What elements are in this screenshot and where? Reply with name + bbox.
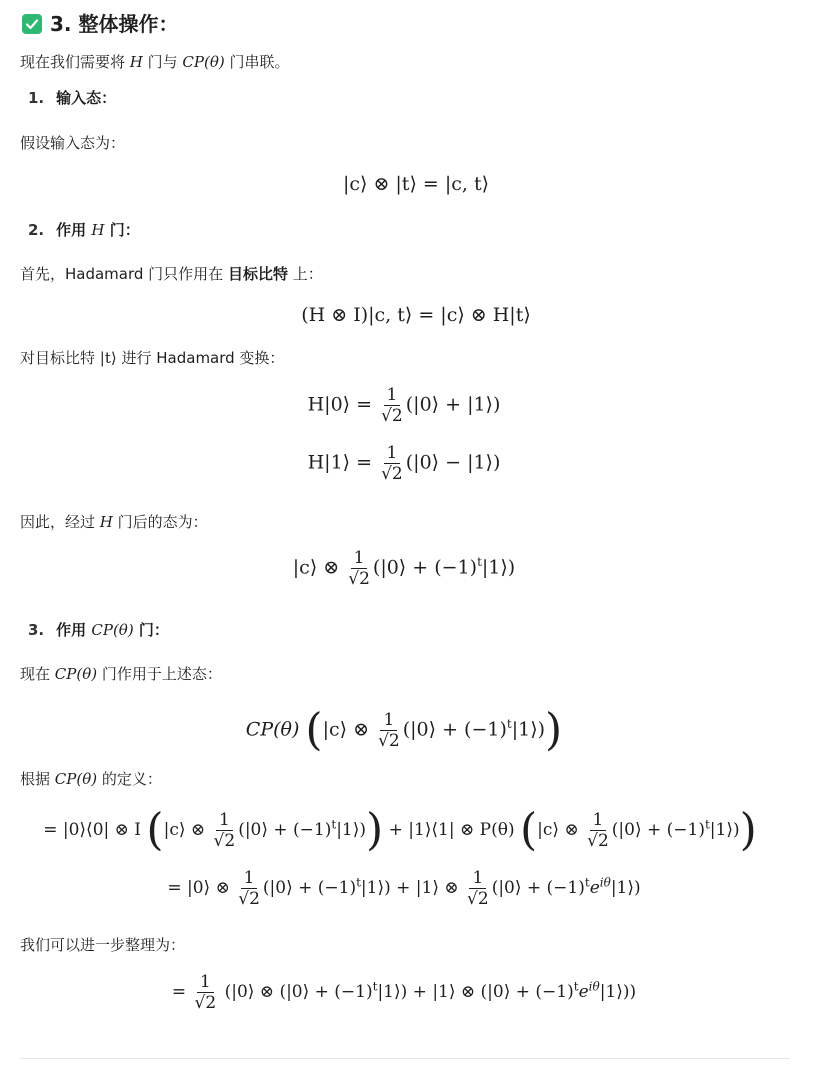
s2-text2-post: 进行 Hadamard 变换： (116, 349, 285, 367)
eq-sup: t (372, 979, 378, 994)
eq-rhs-a: (|0⟩ + (−1) (402, 718, 507, 741)
eq-exp: iθ (599, 875, 611, 890)
eq-rhs-c: |1⟩) (709, 820, 740, 840)
step-label-math: CP(θ) (91, 621, 134, 639)
fraction (466, 868, 490, 909)
step-1-heading (28, 88, 116, 108)
fraction (237, 868, 261, 909)
frac-num: 1 (216, 810, 233, 831)
s1-equation: |c⟩ ⊗ |t⟩ = |c, t⟩ (342, 173, 490, 195)
s2-text3-math: H (99, 513, 113, 531)
right-paren: ) (545, 704, 563, 756)
eq-lhs: H|1⟩ = (307, 451, 379, 474)
frac-num: 1 (351, 548, 368, 569)
step-label-math: H (91, 221, 105, 239)
eq-part-a: = |0⟩ ⊗ (167, 878, 236, 898)
s3-text-2 (20, 769, 162, 789)
eq-rhs-a: (|0⟩ + (−1) (238, 820, 332, 840)
section-title: 3. 整体操作： (50, 12, 179, 36)
frac-num: 1 (384, 385, 401, 406)
eq-rhs-a: (|0⟩ + (−1) (611, 820, 705, 840)
frac-den: √2 (587, 831, 609, 851)
intro-cp: CP(θ) (182, 53, 225, 71)
s3-text2-post: 的定义： (97, 770, 162, 788)
frac-num: 1 (590, 810, 607, 831)
eq-sup: t (356, 875, 361, 890)
eq-rhs: (|0⟩ + |1⟩) (405, 393, 501, 416)
frac-num: 1 (380, 710, 397, 731)
eq-e: e (589, 878, 600, 898)
step-number: 3. (28, 621, 45, 639)
s2-text-bold: 目标比特 (227, 265, 288, 283)
fraction (586, 810, 610, 851)
eq-rhs-c: |1⟩) (511, 718, 546, 741)
eq-part-f: |1⟩)) (599, 982, 637, 1002)
frac-den: √2 (238, 889, 260, 909)
frac-den: √2 (348, 569, 370, 589)
eq-sup: t (704, 817, 710, 832)
s3-text-pre: 现在 (20, 665, 55, 683)
eq-rhs-a: (|0⟩ + (−1) (262, 878, 357, 898)
intro-text (20, 52, 290, 72)
s3-text2-pre: 根据 (20, 770, 55, 788)
fraction (380, 385, 404, 426)
s2-text-3 (20, 512, 208, 532)
eq-cp: CP(θ) (245, 718, 300, 741)
intro-post: 门串联。 (224, 53, 290, 71)
section-heading (22, 10, 178, 38)
s3-text-math: CP(θ) (54, 665, 98, 683)
frac-den: √2 (467, 889, 489, 909)
s1-text: 假设输入态为： (20, 134, 126, 152)
eq-lhs: |c⟩ ⊗ (292, 556, 346, 579)
eq-ket: |c⟩ ⊗ (163, 820, 211, 840)
frac-num: 1 (241, 868, 258, 889)
fraction (380, 443, 404, 484)
s3-equation-3 (0, 868, 808, 909)
s2-equation-4 (0, 548, 808, 589)
step-label-pre: 作用 (56, 621, 92, 639)
step-number: 1. (28, 89, 45, 107)
eq-ket: |c⟩ ⊗ (537, 820, 585, 840)
eq-rhs-c: |1⟩) (360, 878, 391, 898)
intro-pre: 现在我们需要将 (20, 53, 130, 71)
s2-text2-math: |t⟩ (99, 349, 117, 367)
eq-rhs-c: |1⟩) (336, 820, 367, 840)
eq-part-b: (|0⟩ ⊗ (|0⟩ + (−1) (224, 982, 373, 1002)
check-icon (22, 14, 42, 34)
fraction (347, 548, 371, 589)
left-paren: ( (305, 704, 323, 756)
eq-part-c: |1⟩) + |1⟩ ⊗ (|0⟩ + (−1) (377, 982, 574, 1002)
step-3-heading (28, 620, 169, 640)
step-label-pre: 作用 (56, 221, 92, 239)
step-number: 2. (28, 221, 45, 239)
eq-exp: iθ (588, 979, 600, 994)
eq-rhs: (|0⟩ − |1⟩) (405, 451, 501, 474)
s3-text-post: 门作用于上述态： (97, 665, 222, 683)
eq-part-a: = |0⟩⟨0| ⊗ I (43, 820, 142, 840)
eq-e: e (578, 982, 589, 1002)
s2-text2-pre: 对目标比特 (20, 349, 100, 367)
frac-num: 1 (197, 972, 214, 993)
eq-rhs-c: |1⟩) (481, 556, 516, 579)
frac-num: 1 (469, 868, 486, 889)
frac-den: √2 (194, 993, 217, 1013)
eq-sup: t (331, 817, 337, 832)
fraction (213, 810, 237, 851)
s2-text-pre: 首先，Hadamard 门只作用在 (20, 265, 228, 283)
s2-equation-1: (H ⊗ I)|c, t⟩ = |c⟩ ⊗ H|t⟩ (301, 304, 531, 326)
eq-part-b: + |1⟩ ⊗ (396, 878, 465, 898)
left-paren: ( (146, 804, 164, 856)
eq-sup: t (506, 717, 512, 732)
s3-equation-1 (0, 704, 808, 756)
right-paren: ) (739, 804, 757, 856)
frac-den: √2 (213, 831, 236, 851)
frac-den: √2 (381, 464, 403, 484)
eq-part-f: |1⟩) (610, 878, 641, 898)
left-paren: ( (520, 804, 538, 856)
fraction (377, 710, 401, 751)
bottom-divider (20, 1058, 790, 1059)
eq-part-c: (|0⟩ + (−1) (491, 878, 585, 898)
intro-mid: 门与 (142, 53, 183, 71)
step-label: 输入态： (56, 89, 117, 107)
s3-text-3: 我们可以进一步整理为： (20, 936, 186, 954)
eq-rhs-a: (|0⟩ + (−1) (372, 556, 478, 579)
s3-equation-4 (0, 972, 808, 1013)
s2-text-post: 上： (287, 265, 323, 283)
frac-den: √2 (381, 406, 403, 426)
eq-sup: t (584, 875, 590, 890)
s3-text (20, 664, 222, 684)
eq-part-b: + |1⟩⟨1| ⊗ P(θ) (388, 820, 515, 840)
s2-text-2 (20, 348, 284, 368)
s3-equation-2 (0, 804, 800, 856)
right-paren: ) (366, 804, 384, 856)
eq-ket: |c⟩ ⊗ (322, 718, 376, 741)
s2-text3-post: 门后的态为： (112, 513, 208, 531)
step-2-heading (28, 220, 140, 240)
frac-den: √2 (378, 731, 400, 751)
eq-part-a: = (171, 982, 192, 1002)
frac-num: 1 (384, 443, 401, 464)
s2-equation-2 (0, 385, 808, 426)
s2-text (20, 264, 323, 284)
eq-lhs: H|0⟩ = (307, 393, 379, 416)
step-label-post: 门： (104, 221, 140, 239)
eq-sup: t (573, 979, 579, 994)
fraction (194, 972, 218, 1013)
step-label-post: 门： (133, 621, 169, 639)
s2-text3-pre: 因此，经过 (20, 513, 100, 531)
eq-sup: t (477, 555, 482, 570)
s3-text2-math: CP(θ) (54, 770, 98, 788)
s2-equation-3 (0, 443, 808, 484)
intro-h: H (129, 53, 143, 71)
